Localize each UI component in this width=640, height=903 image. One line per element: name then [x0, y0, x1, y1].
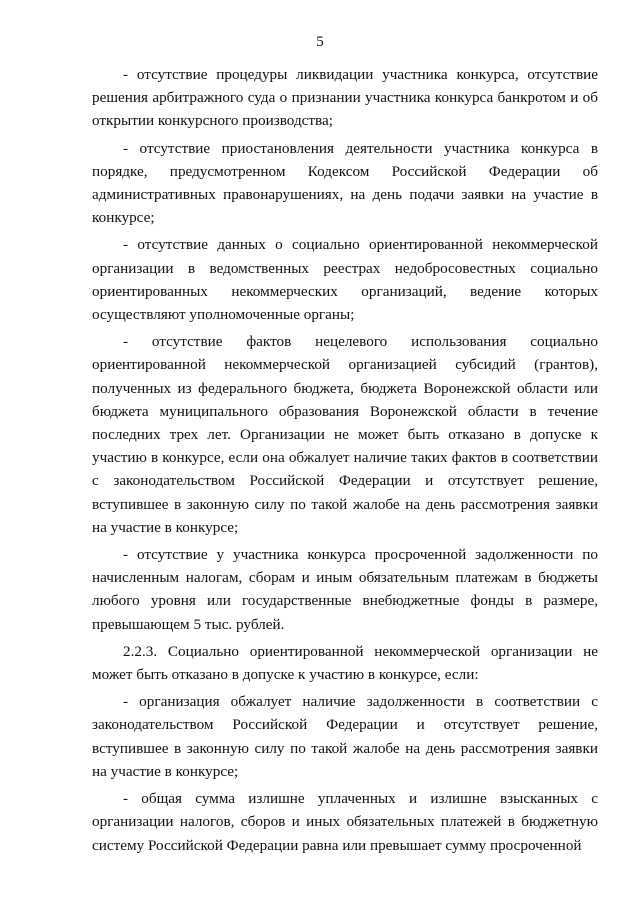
paragraph-misuse-of-subsidies: - отсутствие фактов нецелевого использования социально ориентированной некоммерческой организацией субсидий (грантов), полученных из федерального бюджета, бюджета Воронежской области или бюджета муниципального образования Воронежской области в течение последних трех лет. Организации не может быть отказано в допуске к участию в конкурсе, если она обжалует наличие таких фактов в соответствии с законодательством Российской Федерации и отсутствует решение, вступившее в законную силу по такой жалобе на день рассмотрения заявки на участие в конкурсе;: [92, 333, 598, 536]
paragraph-appeal: - организация обжалует наличие задолженности в соответствии с законодательством Российской Федерации и отсутствует решение, вступившее в законную силу по такой жалобе на день рассмотрения заявки на участие в конкурсе;: [92, 693, 598, 780]
paragraph-overpayment: - общая сумма излишне уплаченных и излишне взысканных с организации налогов, сборов и иных обязательных платежей в бюджетную систему Российской Федерации равна или превышает сумму просроченной: [92, 790, 598, 854]
paragraph-tax-debt: - отсутствие у участника конкурса просроченной задолженности по начисленным налогам, сборам и иным обязательным платежам в бюджеты любого уровня или государственные внебюджетные фонды в размере, превышающем 5 тыс. рублей.: [92, 546, 598, 633]
page-number: 5: [316, 34, 324, 50]
paragraph-liquidation: - отсутствие процедуры ликвидации участника конкурса, отсутствие решения арбитражного суда о признании участника конкурса банкротом и об открытии конкурсного производства;: [92, 66, 598, 130]
document-body: [92, 63, 598, 861]
paragraph-suspension: - отсутствие приостановления деятельности участника конкурса в порядке, предусмотренном Кодексом Российской Федерации об административных правонарушениях, на день подачи заявки на участие в конкурсе;: [92, 139, 598, 227]
paragraph-registry: - отсутствие данных о социально ориентированной некоммерческой организации в ведомственных реестрах недобросовестных социально ориентированных некоммерческих организаций, ведение которых осуществляют уполномоченные органы;: [92, 236, 598, 324]
paragraph-clause-2-2-3: 2.2.3. Социально ориентированной некоммерческой организации не может быть отказано в допуске к участию в конкурсе, если:: [92, 642, 598, 684]
